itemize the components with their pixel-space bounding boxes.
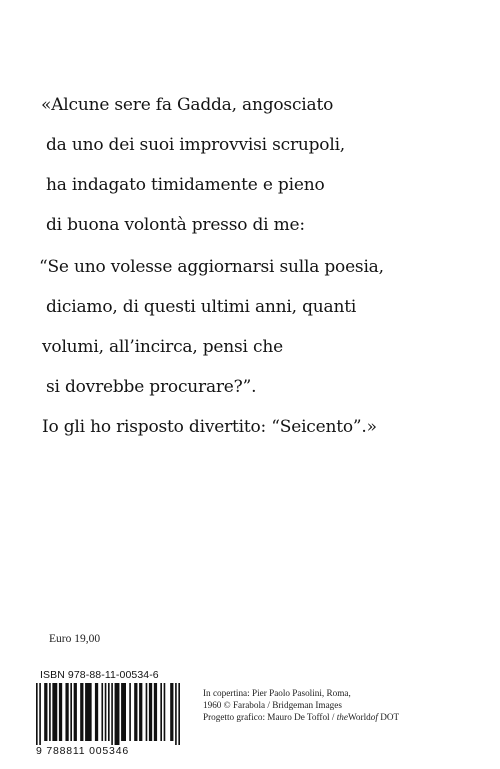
price-label: Euro 19,00 [49, 633, 101, 645]
design-credit-name: Mauro De Toffol / [267, 712, 337, 722]
quote-line: volumi, all’incirca, pensi che [42, 337, 283, 357]
quote-line: diciamo, di questi ultimi anni, quanti [46, 297, 357, 317]
quote-line: di buona volontà presso di me: [46, 215, 305, 235]
credits-block [203, 687, 399, 723]
isbn-label: ISBN 978-88-11-00534-6 [40, 669, 159, 681]
quote-line: “Se uno volesse aggiornarsi sulla poesia, [39, 257, 384, 277]
cover-credit-line2: 1960 © Farabola / Bridgeman Images [203, 700, 342, 710]
quote-line: Io gli ho risposto divertito: “Seicento”.» [42, 417, 377, 437]
cover-credit-line1 [203, 687, 399, 699]
design-credit-line [203, 711, 399, 723]
quote-line: da uno dei suoi improvvisi scrupoli, [46, 135, 346, 155]
quote-line: «Alcune sere fa Gadda, angosciato [41, 95, 334, 115]
quote-line: si dovrebbe procurare?”. [46, 377, 257, 397]
cover-credit-subject: Pier Paolo Pasolini, Roma, [251, 688, 351, 698]
quote-line: ha indagato timidamente e pieno [46, 175, 325, 195]
design-studio-dot: DOT [377, 712, 400, 722]
design-studio-the: the [336, 712, 348, 722]
barcode-number: 9 788811 005346 [36, 745, 129, 757]
barcode-icon [36, 683, 180, 745]
design-credit-prefix: Progetto grafico: [203, 712, 268, 722]
design-studio-of: of [370, 712, 378, 722]
design-studio-world: World [347, 712, 371, 722]
cover-credit-prefix: In copertina: [203, 688, 252, 698]
